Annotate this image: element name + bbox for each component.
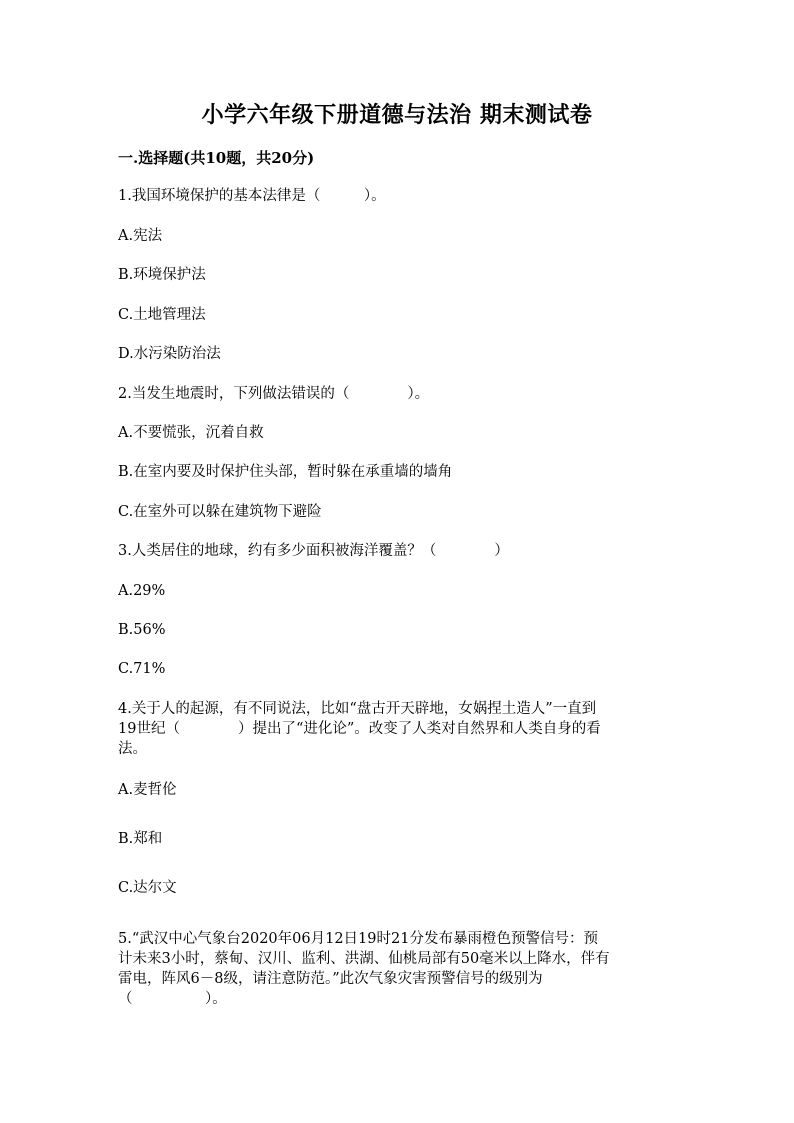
question-3-option-b: B.56% (118, 622, 166, 638)
question-1-option-a: A.宪法 (118, 228, 163, 244)
question-5-stem-line-2: 计未来3小时，蔡甸、汉川、监利、洪湖、仙桃局部有50毫米以上降水，伴有 (118, 951, 610, 967)
section-heading: 一.选择题(共10题，共20分) (118, 149, 315, 167)
question-1-option-d: D.水污染防治法 (118, 346, 221, 362)
question-2-option-b: B.在室内要及时保护住头部，暂时躲在承重墙的墙角 (118, 464, 453, 480)
question-4-stem (118, 699, 678, 759)
question-4-stem-line-1: 4.关于人的起源，有不同说法，比如“盘古开天辟地，女娲捏土造人”一直到 (118, 701, 597, 717)
question-2-stem: 2.当发生地震时，下列做法错误的（ ）。 (118, 386, 430, 402)
question-5-stem-line-3: 雷电，阵风6－8级，请注意防范。”此次气象灾害预警信号的级别为 (118, 971, 543, 987)
question-1-option-c: C.土地管理法 (118, 307, 206, 323)
question-5-stem-line-4: （ ）。 (118, 991, 227, 1007)
question-4-option-a: A.麦哲伦 (118, 782, 177, 798)
question-1-option-b: B.环境保护法 (118, 267, 206, 283)
question-5-stem (118, 929, 678, 1009)
question-2-option-c: C.在室外可以躲在建筑物下避险 (118, 504, 322, 520)
question-3-option-c: C.71% (118, 661, 166, 677)
question-4-option-c: C.达尔文 (118, 880, 177, 896)
page-title: 小学六年级下册道德与法治 期末测试卷 (201, 102, 593, 128)
question-4-option-b: B.郑和 (118, 831, 163, 847)
question-4-stem-line-2: 19世纪（ ）提出了“进化论”。改变了人类对自然界和人类自身的看 (118, 721, 601, 737)
question-4-stem-line-3: 法。 (118, 741, 147, 757)
question-5-stem-line-1: 5.“武汉中心气象台2020年06月12日19时21分发布暴雨橙色预警信号：预 (118, 931, 598, 947)
question-3-option-a: A.29% (118, 583, 166, 599)
question-1-stem: 1.我国环境保护的基本法律是（ ）。 (118, 188, 386, 204)
question-3-stem: 3.人类居住的地球，约有多少面积被海洋覆盖？（ ） (118, 543, 509, 559)
question-2-option-a: A.不要慌张，沉着自救 (118, 425, 264, 441)
